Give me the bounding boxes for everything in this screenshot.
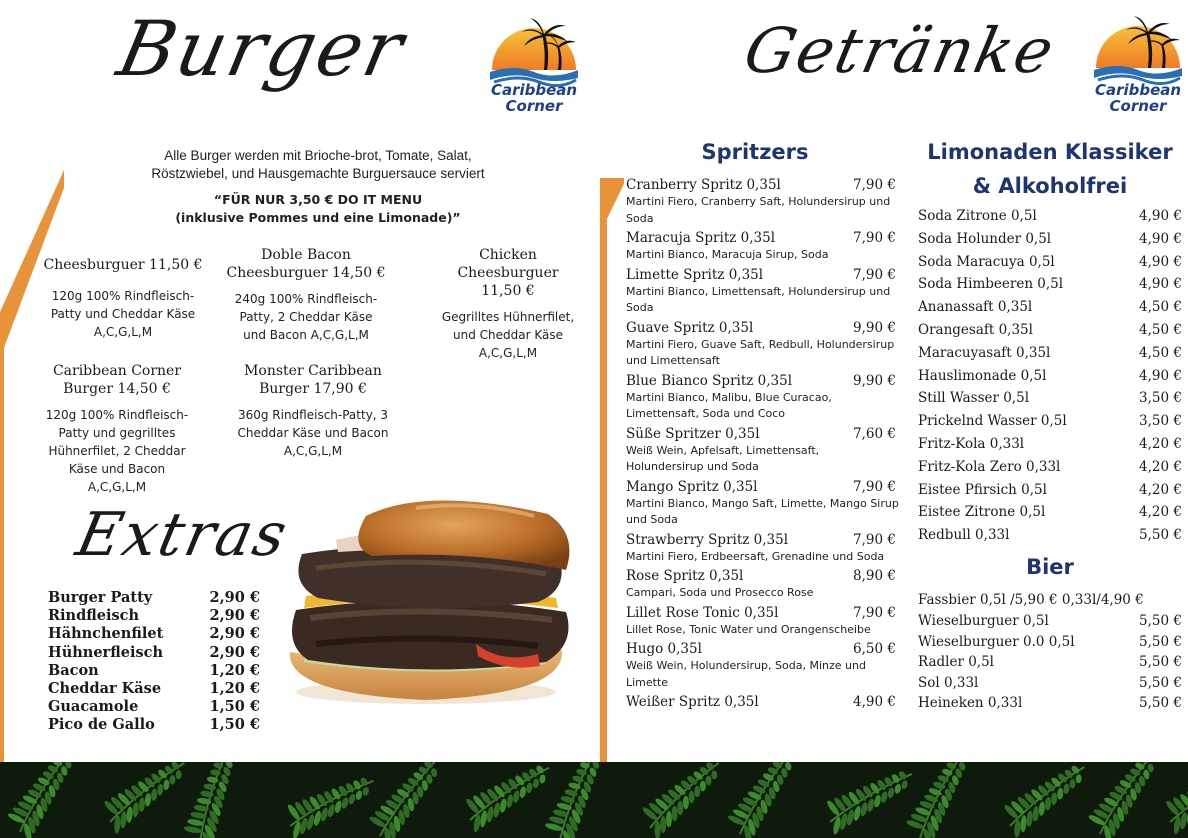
limonade-name: Redbull 0,33l <box>918 527 1010 544</box>
intro-line-1: Alle Burger werden mit Brioche-brot, Tomate, Salat, <box>164 148 472 163</box>
spritzer-price: 7,90 € <box>853 266 896 283</box>
limonade-row <box>918 296 1182 319</box>
bier-row <box>918 652 1182 673</box>
spritzer-name: Lillet Rose Tonic 0,35l <box>626 604 779 621</box>
extras-item-name: Pico de Gallo <box>48 716 155 734</box>
fern-frond <box>634 762 737 838</box>
limonade-price: 3,50 € <box>1139 413 1182 430</box>
burger-title: Burger <box>110 4 413 93</box>
burger-item-desc: 120g 100% Rindfleisch-Patty und gegrilltes Hühnerfilet, 2 Cheddar Käse und Bacon A,C,G,L,M <box>45 408 189 494</box>
bier-price: 5,50 € <box>1139 674 1182 691</box>
spritzer-line <box>626 479 900 496</box>
extras-row <box>48 698 260 716</box>
limonade-row <box>918 524 1182 547</box>
spritzer-desc: Martini Bianco, Maracuja Sirup, Soda <box>626 248 829 261</box>
limonade-name: Orangesaft 0,35l <box>918 321 1033 338</box>
extras-row <box>48 680 260 698</box>
limonade-price: 4,90 € <box>1139 276 1182 293</box>
spritzer-name: Guave Spritz 0,35l <box>626 319 754 336</box>
bier-name: Wieselburguer 0,5l <box>918 613 1049 629</box>
bier-row <box>918 632 1182 653</box>
limonade-name: Soda Himbeeren 0,5l <box>918 276 1064 293</box>
spritzer-desc: Campari, Soda und Prosecco Rose <box>626 586 814 599</box>
spritzer-desc: Martini Fiero, Guave Saft, Redbull, Holundersirup und Limettensaft <box>626 337 895 367</box>
limonade-name: Still Wasser 0,5l <box>918 390 1030 407</box>
limonade-row <box>918 433 1182 456</box>
logo-text-line1: Caribbean <box>1094 81 1182 99</box>
extras-item-price: 2,90 € <box>209 607 260 625</box>
drinks-title: Getränke <box>738 14 1062 87</box>
promo-line-1: “FÜR NUR 3,50 € DO IT MENU <box>213 192 423 207</box>
extras-row <box>48 589 260 607</box>
spritzer-name: Hugo 0,35l <box>626 641 702 657</box>
extras-item-name: Hähnchenfilet <box>48 625 164 643</box>
spritzer-line <box>626 641 900 658</box>
intro-line-2: Röstzwiebel, und Hausgemachte Burguersauce serviert <box>151 166 485 181</box>
spritzer-price: 7,90 € <box>853 478 896 495</box>
extras-item-name: Guacamole <box>48 698 139 716</box>
limonaden-heading-line2: & Alkoholfrei <box>972 174 1128 198</box>
burger-item-caribbean-corner <box>34 362 200 496</box>
limonade-price: 3,50 € <box>1139 390 1182 407</box>
extras-row <box>48 716 260 734</box>
spritzer-line <box>626 605 900 622</box>
limonade-price: 4,20 € <box>1139 435 1182 452</box>
bier-row <box>918 673 1182 694</box>
spritzer-desc: Martini Bianco, Malibu, Blue Curacao, Limettensaft, Soda und Coco <box>626 390 832 420</box>
limonade-name: Soda Maracuya 0,5l <box>918 253 1055 270</box>
spritzer-line <box>626 373 900 390</box>
bier-price: 5,50 € <box>1139 633 1182 650</box>
spritzer-desc: Martini Fiero, Erdbeersaft, Grenadine und Soda <box>626 549 885 563</box>
extras-row <box>48 625 260 643</box>
spritzer-price: 7,90 € <box>853 604 896 621</box>
spritzer-line <box>626 267 900 284</box>
spritzer-name: Weißer Spritz 0,35l <box>626 694 759 710</box>
limonade-row <box>918 456 1182 479</box>
burger-item-name: Monster Caribbean Burger 17,90 € <box>244 363 382 397</box>
spritzer-line <box>626 568 900 585</box>
fern-frond <box>0 762 98 838</box>
extras-item-name: Burger Patty <box>48 589 153 606</box>
burger-photo <box>276 494 578 708</box>
burger-item-chicken <box>416 246 600 362</box>
spritzer-price: 6,50 € <box>853 641 896 657</box>
extras-item-name: Hühnerfleisch <box>48 643 164 661</box>
extras-list <box>48 589 260 735</box>
spritzer-item <box>626 320 900 370</box>
fern-leaves-decoration <box>0 762 1188 838</box>
extras-item-name: Cheddar Käse <box>48 680 162 698</box>
extras-row <box>48 607 260 625</box>
spritzer-item <box>626 426 900 476</box>
fern-frond <box>716 762 818 838</box>
spritzer-desc: Martini Bianco, Limettensaft, Holundersirup und Soda <box>626 284 891 314</box>
limonade-name: Ananassaft 0,35l <box>918 299 1033 316</box>
spritzer-name: Rose Spritz 0,35l <box>626 568 744 584</box>
spritzer-line <box>626 426 900 443</box>
palm-sunset-icon <box>1088 10 1188 90</box>
bier-price: 5,50 € <box>1139 695 1182 711</box>
spritzer-line <box>626 532 900 549</box>
spritzer-desc: Martini Bianco, Mango Saft, Limette, Mango Sirup und Soda <box>626 496 899 526</box>
bier-list <box>918 592 1182 714</box>
limonade-row <box>918 228 1182 251</box>
spritzer-name: Maracuja Spritz 0,35l <box>626 230 776 246</box>
limonade-price: 4,20 € <box>1139 458 1182 475</box>
extras-row <box>48 662 260 680</box>
spritzer-desc: Lillet Rose, Tonic Water und Orangenscheibe <box>626 622 871 636</box>
spritzer-name: Mango Spritz 0,35l <box>626 478 758 495</box>
limonade-name: Eistee Pfirsich 0,5l <box>918 481 1047 498</box>
extras-item-name: Bacon <box>48 661 99 679</box>
caribbean-corner-logo-left <box>484 12 584 120</box>
bier-price: 5,50 € <box>1139 654 1182 670</box>
bier-name: Radler 0,5l <box>918 654 995 670</box>
spritzer-item <box>626 230 900 264</box>
spritzer-item <box>626 267 900 317</box>
extras-item-price: 1,20 € <box>209 661 260 679</box>
bier-name: Wieselburguer 0.0 0,5l <box>918 633 1075 650</box>
limonade-row <box>918 479 1182 502</box>
limonade-row <box>918 342 1182 365</box>
limonade-price: 4,50 € <box>1139 344 1182 361</box>
fern-frond <box>822 768 921 836</box>
limonade-row <box>918 251 1182 274</box>
limonade-price: 4,90 € <box>1139 253 1182 270</box>
fern-frond <box>532 762 629 838</box>
extras-item-price: 2,90 € <box>209 643 260 661</box>
limonade-row <box>918 273 1182 296</box>
spritzer-desc: Weiß Wein, Apfelsaft, Limettensaft, Holundersirup und Soda <box>626 443 820 473</box>
spritzer-name: Strawberry Spritz 0,35l <box>626 531 789 548</box>
spritzer-name: Blue Bianco Spritz 0,35l <box>626 372 793 389</box>
spritzer-price: 9,90 € <box>853 372 896 389</box>
limonade-name: Prickelnd Wasser 0,5l <box>918 413 1067 430</box>
limonade-name: Eistee Zitrone 0,5l <box>918 504 1046 521</box>
limonade-row <box>918 387 1182 410</box>
extras-item-price: 2,90 € <box>209 625 260 643</box>
spritzer-desc: Weiß Wein, Holundersirup, Soda, Minze und Limette <box>626 659 866 689</box>
spritzer-desc: Martini Fiero, Cranberry Saft, Holundersirup und Soda <box>626 195 891 225</box>
spritzer-name: Cranberry Spritz 0,35l <box>626 177 781 193</box>
burger-item-desc: 120g 100% Rindfleisch-Patty und Cheddar Käse A,C,G,L,M <box>50 289 196 339</box>
bier-price: 5,50 € <box>1139 613 1182 629</box>
limonade-name: Hauslimonade 0,5l <box>918 367 1047 384</box>
fern-frond <box>1160 764 1188 836</box>
limonaden-list <box>918 205 1182 547</box>
limonade-price: 4,90 € <box>1139 230 1182 247</box>
caribbean-corner-logo-right <box>1088 10 1188 118</box>
center-accent-stripe <box>600 178 624 762</box>
spritzer-item <box>626 568 900 602</box>
limonade-name: Fritz-Kola 0,33l <box>918 435 1025 452</box>
spritzer-name: Limette Spritz 0,35l <box>626 266 764 283</box>
spritzer-item <box>626 479 900 529</box>
extras-item-price: 1,20 € <box>209 680 260 698</box>
fern-frond <box>283 775 381 838</box>
fern-frond <box>97 762 199 836</box>
spritzer-line <box>626 320 900 337</box>
spritzer-price: 7,60 € <box>853 425 896 442</box>
promo-text <box>100 191 536 227</box>
fern-frond <box>359 762 462 838</box>
spritzer-price: 7,90 € <box>853 177 896 193</box>
burger-intro <box>100 147 536 183</box>
fern-frond <box>997 762 1099 838</box>
limonade-row <box>918 365 1182 388</box>
extras-title: Extras <box>70 500 295 570</box>
bier-name: Heineken 0,33l <box>918 695 1023 711</box>
fern-frond <box>894 762 994 838</box>
burger-item-cheesburguer <box>34 256 212 341</box>
limonade-row <box>918 501 1182 524</box>
limonade-row <box>918 319 1182 342</box>
fern-frond <box>170 762 263 838</box>
spritzer-item <box>626 532 900 566</box>
limonade-name: Fritz-Kola Zero 0,33l <box>918 458 1061 475</box>
bier-fassbier: Fassbier 0,5l /5,90 € 0,33l/4,90 € <box>918 592 1144 608</box>
spritzer-item <box>626 373 900 423</box>
limonade-price: 4,50 € <box>1139 299 1182 316</box>
logo-text-line1: Caribbean <box>490 81 578 99</box>
burger-item-desc: 360g Rindfleisch-Patty, 3 Cheddar Käse und Bacon A,C,G,L,M <box>237 408 389 458</box>
extras-item-price: 1,50 € <box>209 698 260 716</box>
burger-item-name: Caribbean Corner Burger 14,50 € <box>52 363 182 397</box>
burger-item-name: Doble Bacon Cheesburguer 14,50 € <box>226 247 386 281</box>
fern-background <box>0 762 1188 838</box>
burger-item-doble-bacon <box>212 246 400 344</box>
spritzers-list <box>626 177 900 762</box>
spritzer-item <box>626 641 900 691</box>
fern-frond <box>460 762 560 834</box>
spritzer-item <box>626 177 900 227</box>
burger-item-desc: Gegrilltes Hühnerfilet, und Cheddar Käse A,C,G,L,M <box>441 310 575 360</box>
spritzer-price: 8,90 € <box>853 568 896 584</box>
extras-row <box>48 644 260 662</box>
burger-item-name: Cheesburguer 11,50 € <box>43 257 203 273</box>
spritzer-price: 4,90 € <box>853 694 896 710</box>
limonade-row <box>918 410 1182 433</box>
burger-item-desc: 240g 100% Rindfleisch-Patty, 2 Cheddar Käse und Bacon A,C,G,L,M <box>234 292 378 342</box>
bier-heading: Bier <box>1026 555 1074 579</box>
burger-item-monster-caribbean <box>228 362 398 460</box>
limonade-row <box>918 205 1182 228</box>
limonade-price: 4,90 € <box>1139 208 1182 224</box>
limonade-price: 5,50 € <box>1139 527 1182 544</box>
fern-frond <box>1077 762 1179 838</box>
limonade-price: 4,20 € <box>1139 481 1182 498</box>
spritzer-name: Süße Spritzer 0,35l <box>626 425 760 442</box>
bier-row <box>918 693 1182 714</box>
limonade-price: 4,90 € <box>1139 367 1182 384</box>
spritzers-heading: Spritzers <box>701 140 809 164</box>
limonade-name: Soda Holunder 0,5l <box>918 230 1052 247</box>
spritzer-line <box>626 694 900 711</box>
logo-text-line2: Corner <box>505 97 563 115</box>
extras-item-price: 1,50 € <box>209 716 260 734</box>
spritzer-item <box>626 694 900 711</box>
bier-row <box>918 611 1182 632</box>
extras-item-price: 2,90 € <box>209 589 260 606</box>
spritzer-price: 7,90 € <box>853 230 896 246</box>
spritzer-price: 7,90 € <box>853 531 896 548</box>
spritzer-line <box>626 230 900 247</box>
promo-line-2: (inklusive Pommes und eine Limonade)” <box>175 210 461 225</box>
limonade-price: 4,50 € <box>1139 321 1182 338</box>
spritzer-item <box>626 605 900 639</box>
limonade-name: Maracuyasaft 0,35l <box>918 344 1051 361</box>
bier-name: Sol 0,33l <box>918 674 979 691</box>
palm-sunset-icon <box>484 12 584 92</box>
spritzer-line <box>626 177 900 194</box>
spritzer-price: 9,90 € <box>853 319 896 336</box>
limonade-price: 4,20 € <box>1139 504 1182 521</box>
limonaden-heading-line1: Limonaden Klassiker <box>927 140 1173 164</box>
limonade-name: Soda Zitrone 0,5l <box>918 208 1037 224</box>
burger-item-name: Chicken Cheesburguer 11,50 € <box>457 247 559 299</box>
logo-text-line2: Corner <box>1109 97 1167 115</box>
extras-item-name: Rindfleisch <box>48 607 140 625</box>
